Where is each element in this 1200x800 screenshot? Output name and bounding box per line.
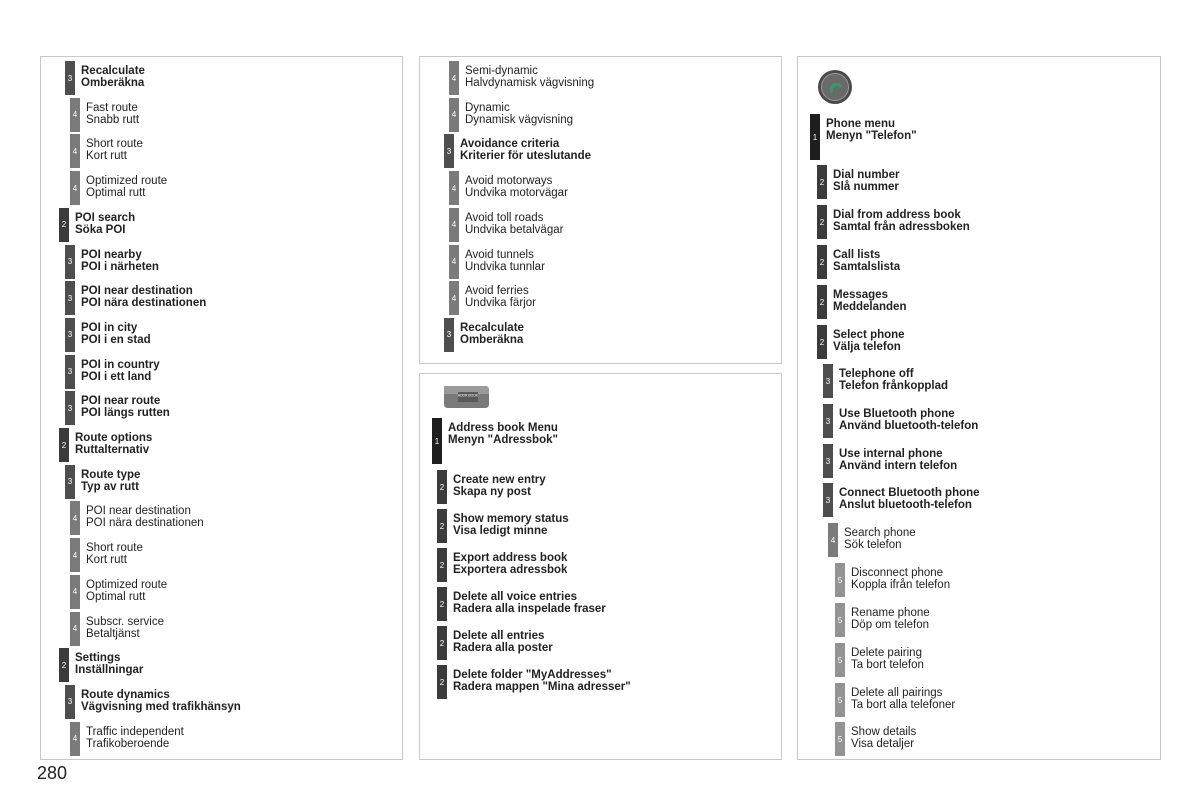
address-book-button-label: ADDR BOOK [457, 393, 479, 398]
menu-entry-english: POI in city [81, 321, 138, 334]
menu-level-badge: 2 [817, 285, 827, 319]
menu-entry-text [845, 722, 916, 756]
menu-entry-english: Delete pairing [851, 647, 922, 659]
menu-entry-text [75, 245, 159, 279]
menu-level-badge: 2 [817, 325, 827, 359]
menu-entry-english: Settings [75, 652, 121, 665]
menu-entry-english: Short route [86, 542, 143, 555]
menu-entry [828, 523, 916, 557]
menu-level-badge: 4 [70, 538, 80, 572]
menu-entry-english: POI near route [81, 395, 161, 408]
menu-entry-swedish: POI nära destinationen [86, 517, 204, 530]
menu-entry [823, 404, 978, 438]
menu-level-badge: 1 [432, 418, 442, 464]
menu-entry [59, 648, 143, 682]
menu-entry-swedish: Undvika tunnlar [465, 260, 545, 273]
menu-entry-english: Show memory status [453, 513, 569, 525]
menu-entry-text [80, 98, 139, 132]
menu-entry-text [447, 509, 569, 543]
menu-entry [65, 318, 151, 352]
menu-entry [70, 501, 204, 535]
menu-entry [59, 208, 135, 242]
menu-entry-text [80, 134, 143, 168]
menu-entry-text [459, 98, 573, 132]
menu-entry-swedish: Använd bluetooth-telefon [839, 420, 979, 432]
menu-entry [444, 318, 524, 352]
menu-entry [70, 134, 143, 168]
menu-entry-english: Call lists [833, 249, 881, 261]
menu-level-badge: 3 [65, 61, 75, 95]
menu-entry-swedish: Undvika betalvägar [465, 223, 564, 236]
menu-entry-english: Optimized route [86, 175, 168, 188]
menu-entry-english: POI nearby [81, 248, 142, 261]
menu-entry-english: Dial number [833, 169, 900, 181]
menu-entry-swedish: POI i en stad [81, 333, 151, 346]
menu-entry-text [447, 548, 567, 582]
menu-entry-swedish: Ta bort alla telefoner [851, 699, 956, 711]
menu-entry-english: Delete all entries [453, 630, 545, 642]
menu-entry [437, 626, 553, 660]
menu-entry-english: Route options [75, 432, 153, 444]
menu-entry [835, 563, 950, 597]
menu-entry-swedish: Ta bort telefon [851, 659, 924, 671]
menu-entry-text [442, 418, 558, 464]
menu-entry [70, 171, 167, 205]
menu-entry-swedish: Radera mappen "Mina adresser" [453, 681, 631, 693]
menu-level-badge: 3 [823, 364, 833, 398]
menu-entry-text [80, 538, 143, 572]
menu-entry [65, 465, 140, 499]
page-number: 280 [37, 763, 68, 783]
menu-entry-swedish: Döp om telefon [851, 619, 929, 631]
menu-entry [65, 355, 160, 389]
menu-entry [444, 134, 591, 168]
menu-entry-english: Fast route [86, 101, 138, 114]
menu-level-badge: 3 [65, 318, 75, 352]
menu-entry-text [75, 355, 160, 389]
menu-entry [449, 98, 573, 132]
menu-entry [70, 98, 139, 132]
menu-entry-swedish: Koppla ifrån telefon [851, 579, 951, 591]
menu-entry-english: Show details [851, 726, 917, 738]
menu-entry-text [838, 523, 916, 557]
menu-entry [437, 509, 569, 543]
menu-level-badge: 2 [437, 509, 447, 543]
menu-entry-english: Subscr. service [86, 615, 164, 628]
menu-level-badge: 3 [65, 245, 75, 279]
menu-entry-text [459, 245, 545, 279]
menu-entry-swedish: Kort rutt [86, 150, 127, 163]
menu-entry-text [459, 171, 568, 205]
menu-entry [817, 205, 970, 239]
menu-entry [449, 171, 568, 205]
menu-entry-swedish: Radera alla inspelade fraser [453, 603, 606, 615]
menu-entry [65, 391, 170, 425]
address-book-button-icon [442, 385, 490, 414]
menu-level-badge: 4 [449, 61, 459, 95]
menu-entry-swedish: Typ av rutt [81, 480, 139, 493]
menu-entry-english: Use internal phone [839, 448, 943, 460]
menu-entry-swedish: Snabb rutt [86, 113, 140, 126]
menu-entry-swedish: Inställningar [75, 664, 144, 677]
menu-entry-swedish: Söka POI [75, 223, 126, 236]
menu-entry-swedish: Skapa ny post [453, 486, 531, 498]
menu-entry-swedish: Ruttalternativ [75, 444, 150, 456]
menu-entry [65, 61, 145, 95]
menu-entry-english: Search phone [844, 527, 916, 539]
menu-entry-english: Messages [833, 289, 888, 301]
menu-entry-english: Dynamic [465, 101, 510, 114]
menu-entry-text [80, 501, 204, 535]
menu-entry-text [80, 722, 184, 756]
menu-entry-swedish: Använd intern telefon [839, 460, 958, 472]
menu-entry [65, 685, 241, 719]
menu-entry-swedish: Välja telefon [833, 341, 901, 353]
menu-level-badge: 4 [449, 171, 459, 205]
menu-entry-swedish: Halvdynamisk vägvisning [465, 77, 595, 89]
menu-level-badge: 2 [59, 208, 69, 242]
menu-entry-swedish: POI i ett land [81, 370, 152, 383]
menu-entry-english: Avoidance criteria [460, 138, 560, 151]
menu-level-badge: 2 [437, 548, 447, 582]
menu-entry-english: POI in country [81, 358, 160, 371]
menu-entry-text [75, 465, 140, 499]
menu-level-badge: 2 [437, 626, 447, 660]
menu-entry [65, 281, 206, 315]
menu-entry-swedish: Exportera adressbok [453, 564, 568, 576]
phone-button-icon [817, 69, 853, 110]
menu-entry-text [80, 171, 167, 205]
menu-entry-swedish: Visa detaljer [851, 738, 915, 750]
menu-entry-text [845, 643, 924, 677]
menu-level-badge: 3 [65, 281, 75, 315]
menu-entry-text [75, 318, 151, 352]
menu-level-badge: 2 [817, 205, 827, 239]
menu-panel-address-book [419, 373, 782, 760]
menu-entry-text [845, 683, 955, 717]
menu-entry-swedish: Sök telefon [844, 539, 902, 551]
menu-level-badge: 4 [828, 523, 838, 557]
menu-entry-swedish: Undvika färjor [465, 297, 536, 310]
menu-entry [449, 61, 594, 95]
menu-entry-english: Delete all pairings [851, 687, 943, 699]
menu-level-badge: 2 [59, 648, 69, 682]
menu-entry-english: Route type [81, 468, 141, 481]
menu-entry [817, 245, 900, 279]
menu-entry [835, 643, 924, 677]
menu-entry-swedish: POI i närheten [81, 260, 159, 273]
menu-entry [70, 575, 167, 609]
menu-entry-swedish: Samtal från adressboken [833, 221, 970, 233]
menu-entry-swedish: Vägvisning med trafikhänsyn [81, 700, 241, 713]
menu-entry-english: Disconnect phone [851, 567, 944, 579]
menu-level-badge: 4 [70, 612, 80, 646]
menu-level-badge: 4 [449, 245, 459, 279]
menu-entry-english: Avoid toll roads [465, 211, 544, 224]
menu-level-badge: 5 [835, 563, 845, 597]
menu-entry-swedish: Meddelanden [833, 301, 907, 313]
menu-entry-english: Rename phone [851, 607, 930, 619]
menu-entry-swedish: Kriterier för uteslutande [460, 150, 591, 163]
menu-level-badge: 4 [70, 501, 80, 535]
menu-level-badge: 2 [59, 428, 69, 462]
menu-entry-english: Avoid ferries [465, 285, 529, 298]
menu-entry-text [827, 245, 900, 279]
menu-level-badge: 3 [823, 404, 833, 438]
menu-entry-english: Create new entry [453, 474, 546, 486]
menu-entry-text [69, 648, 143, 682]
menu-entry [823, 444, 957, 478]
menu-entry-english: Traffic independent [86, 725, 184, 738]
menu-entry-english: Dial from address book [833, 209, 961, 221]
menu-level-badge: 3 [65, 391, 75, 425]
menu-entry-text [80, 612, 164, 646]
menu-level-badge: 2 [817, 245, 827, 279]
menu-entry-text [845, 603, 930, 637]
menu-entry [449, 281, 536, 315]
menu-entry-swedish: Telefon frånkopplad [839, 380, 949, 392]
menu-entry-english: Use Bluetooth phone [839, 408, 955, 420]
menu-entry-english: Phone menu [826, 118, 896, 130]
menu-entry-swedish: Optimal rutt [86, 187, 146, 200]
menu-entry-english: Select phone [833, 329, 905, 341]
menu-level-badge: 5 [835, 643, 845, 677]
menu-entry-english: Optimized route [86, 578, 168, 591]
menu-entry-english: Avoid motorways [465, 175, 553, 188]
menu-entry-text [833, 364, 948, 398]
menu-level-badge: 2 [437, 470, 447, 504]
menu-entry-swedish: Menyn "Telefon" [826, 130, 917, 142]
menu-level-badge: 2 [817, 165, 827, 199]
menu-level-badge: 4 [70, 134, 80, 168]
menu-level-badge: 3 [823, 483, 833, 517]
menu-entry-text [75, 281, 206, 315]
menu-entry-swedish: Betaltjänst [86, 627, 140, 640]
menu-entry-english: Semi-dynamic [465, 65, 538, 77]
menu-entry-text [447, 665, 631, 699]
menu-entry-english: POI search [75, 211, 136, 224]
menu-entry-text [69, 428, 152, 462]
menu-entry [817, 325, 905, 359]
menu-entry-text [845, 563, 950, 597]
menu-entry-english: Export address book [453, 552, 568, 564]
menu-level-badge: 4 [70, 98, 80, 132]
menu-entry-english: POI near destination [81, 285, 193, 298]
menu-entry [437, 548, 567, 582]
menu-entry-text [75, 61, 145, 95]
menu-entry [449, 208, 563, 242]
menu-entry [823, 364, 948, 398]
menu-level-badge: 2 [437, 665, 447, 699]
menu-entry-text [820, 114, 917, 160]
menu-entry-text [459, 281, 536, 315]
menu-entry-swedish: POI längs rutten [81, 407, 170, 420]
menu-entry-text [459, 208, 563, 242]
menu-panel-phone [797, 56, 1161, 760]
menu-entry [437, 587, 606, 621]
menu-entry [449, 245, 545, 279]
menu-entry-english: Recalculate [460, 321, 524, 334]
menu-entry-text [454, 318, 524, 352]
menu-level-badge: 4 [449, 281, 459, 315]
menu-entry [835, 722, 916, 756]
menu-entry-english: Short route [86, 138, 143, 151]
menu-level-badge: 4 [449, 98, 459, 132]
menu-entry-text [447, 587, 606, 621]
menu-entry [835, 683, 955, 717]
menu-entry-text [69, 208, 135, 242]
menu-entry-english: Address book Menu [448, 422, 558, 434]
menu-entry-text [833, 483, 980, 517]
menu-level-badge: 3 [65, 465, 75, 499]
menu-entry-swedish: Radera alla poster [453, 642, 553, 654]
menu-entry-swedish: Optimal rutt [86, 590, 146, 603]
menu-entry-swedish: Omberäkna [81, 77, 145, 89]
menu-panel-navigation [40, 56, 403, 760]
menu-level-badge: 3 [65, 685, 75, 719]
menu-entry-english: Delete all voice entries [453, 591, 578, 603]
menu-entry-swedish: POI nära destinationen [81, 297, 207, 310]
menu-level-badge: 4 [70, 722, 80, 756]
menu-entry-text [827, 205, 970, 239]
menu-entry-text [827, 325, 905, 359]
menu-panel-route-dynamics [419, 56, 782, 364]
menu-entry [810, 114, 917, 160]
menu-entry [817, 285, 906, 319]
menu-level-badge: 2 [437, 587, 447, 621]
menu-entry [65, 245, 159, 279]
menu-entry-english: Delete folder "MyAddresses" [453, 669, 612, 681]
menu-entry [432, 418, 558, 464]
menu-entry [437, 470, 546, 504]
menu-entry-english: Connect Bluetooth phone [839, 487, 980, 499]
menu-entry-swedish: Menyn "Adressbok" [448, 434, 558, 446]
menu-entry [70, 538, 143, 572]
menu-entry [835, 603, 930, 637]
menu-level-badge: 5 [835, 722, 845, 756]
menu-level-badge: 5 [835, 683, 845, 717]
menu-entry [59, 428, 152, 462]
menu-level-badge: 4 [70, 575, 80, 609]
menu-entry-english: Telephone off [839, 368, 914, 380]
menu-level-badge: 4 [70, 171, 80, 205]
menu-entry-english: POI near destination [86, 505, 191, 518]
menu-level-badge: 3 [444, 134, 454, 168]
menu-entry-swedish: Omberäkna [460, 333, 524, 346]
menu-entry-text [80, 575, 167, 609]
menu-entry-swedish: Samtalslista [833, 261, 901, 273]
menu-level-badge: 1 [810, 114, 820, 160]
menu-entry [437, 665, 631, 699]
menu-entry-text [447, 626, 553, 660]
menu-entry-text [827, 165, 899, 199]
menu-entry-english: Avoid tunnels [465, 248, 534, 261]
menu-level-badge: 3 [823, 444, 833, 478]
menu-entry-swedish: Anslut bluetooth-telefon [839, 499, 972, 511]
menu-entry-swedish: Dynamisk vägvisning [465, 113, 574, 126]
menu-entry-swedish: Slå nummer [833, 181, 899, 193]
menu-entry-text [833, 404, 978, 438]
menu-entry-text [75, 685, 241, 719]
menu-entry-text [833, 444, 957, 478]
menu-entry-swedish: Visa ledigt minne [453, 525, 548, 537]
menu-entry-swedish: Trafikoberoende [86, 737, 170, 750]
menu-entry-text [827, 285, 906, 319]
menu-entry-text [454, 134, 591, 168]
menu-entry-text [447, 470, 546, 504]
menu-entry [70, 612, 164, 646]
menu-entry [70, 722, 184, 756]
menu-entry [817, 165, 899, 199]
menu-level-badge: 3 [444, 318, 454, 352]
menu-entry [823, 483, 980, 517]
menu-level-badge: 5 [835, 603, 845, 637]
menu-level-badge: 3 [65, 355, 75, 389]
menu-entry-english: Route dynamics [81, 688, 170, 701]
menu-entry-english: Recalculate [81, 65, 145, 77]
menu-entry-text [459, 61, 594, 95]
menu-entry-swedish: Undvika motorvägar [465, 187, 568, 200]
menu-entry-text [75, 391, 170, 425]
menu-level-badge: 4 [449, 208, 459, 242]
menu-entry-swedish: Kort rutt [86, 554, 127, 567]
